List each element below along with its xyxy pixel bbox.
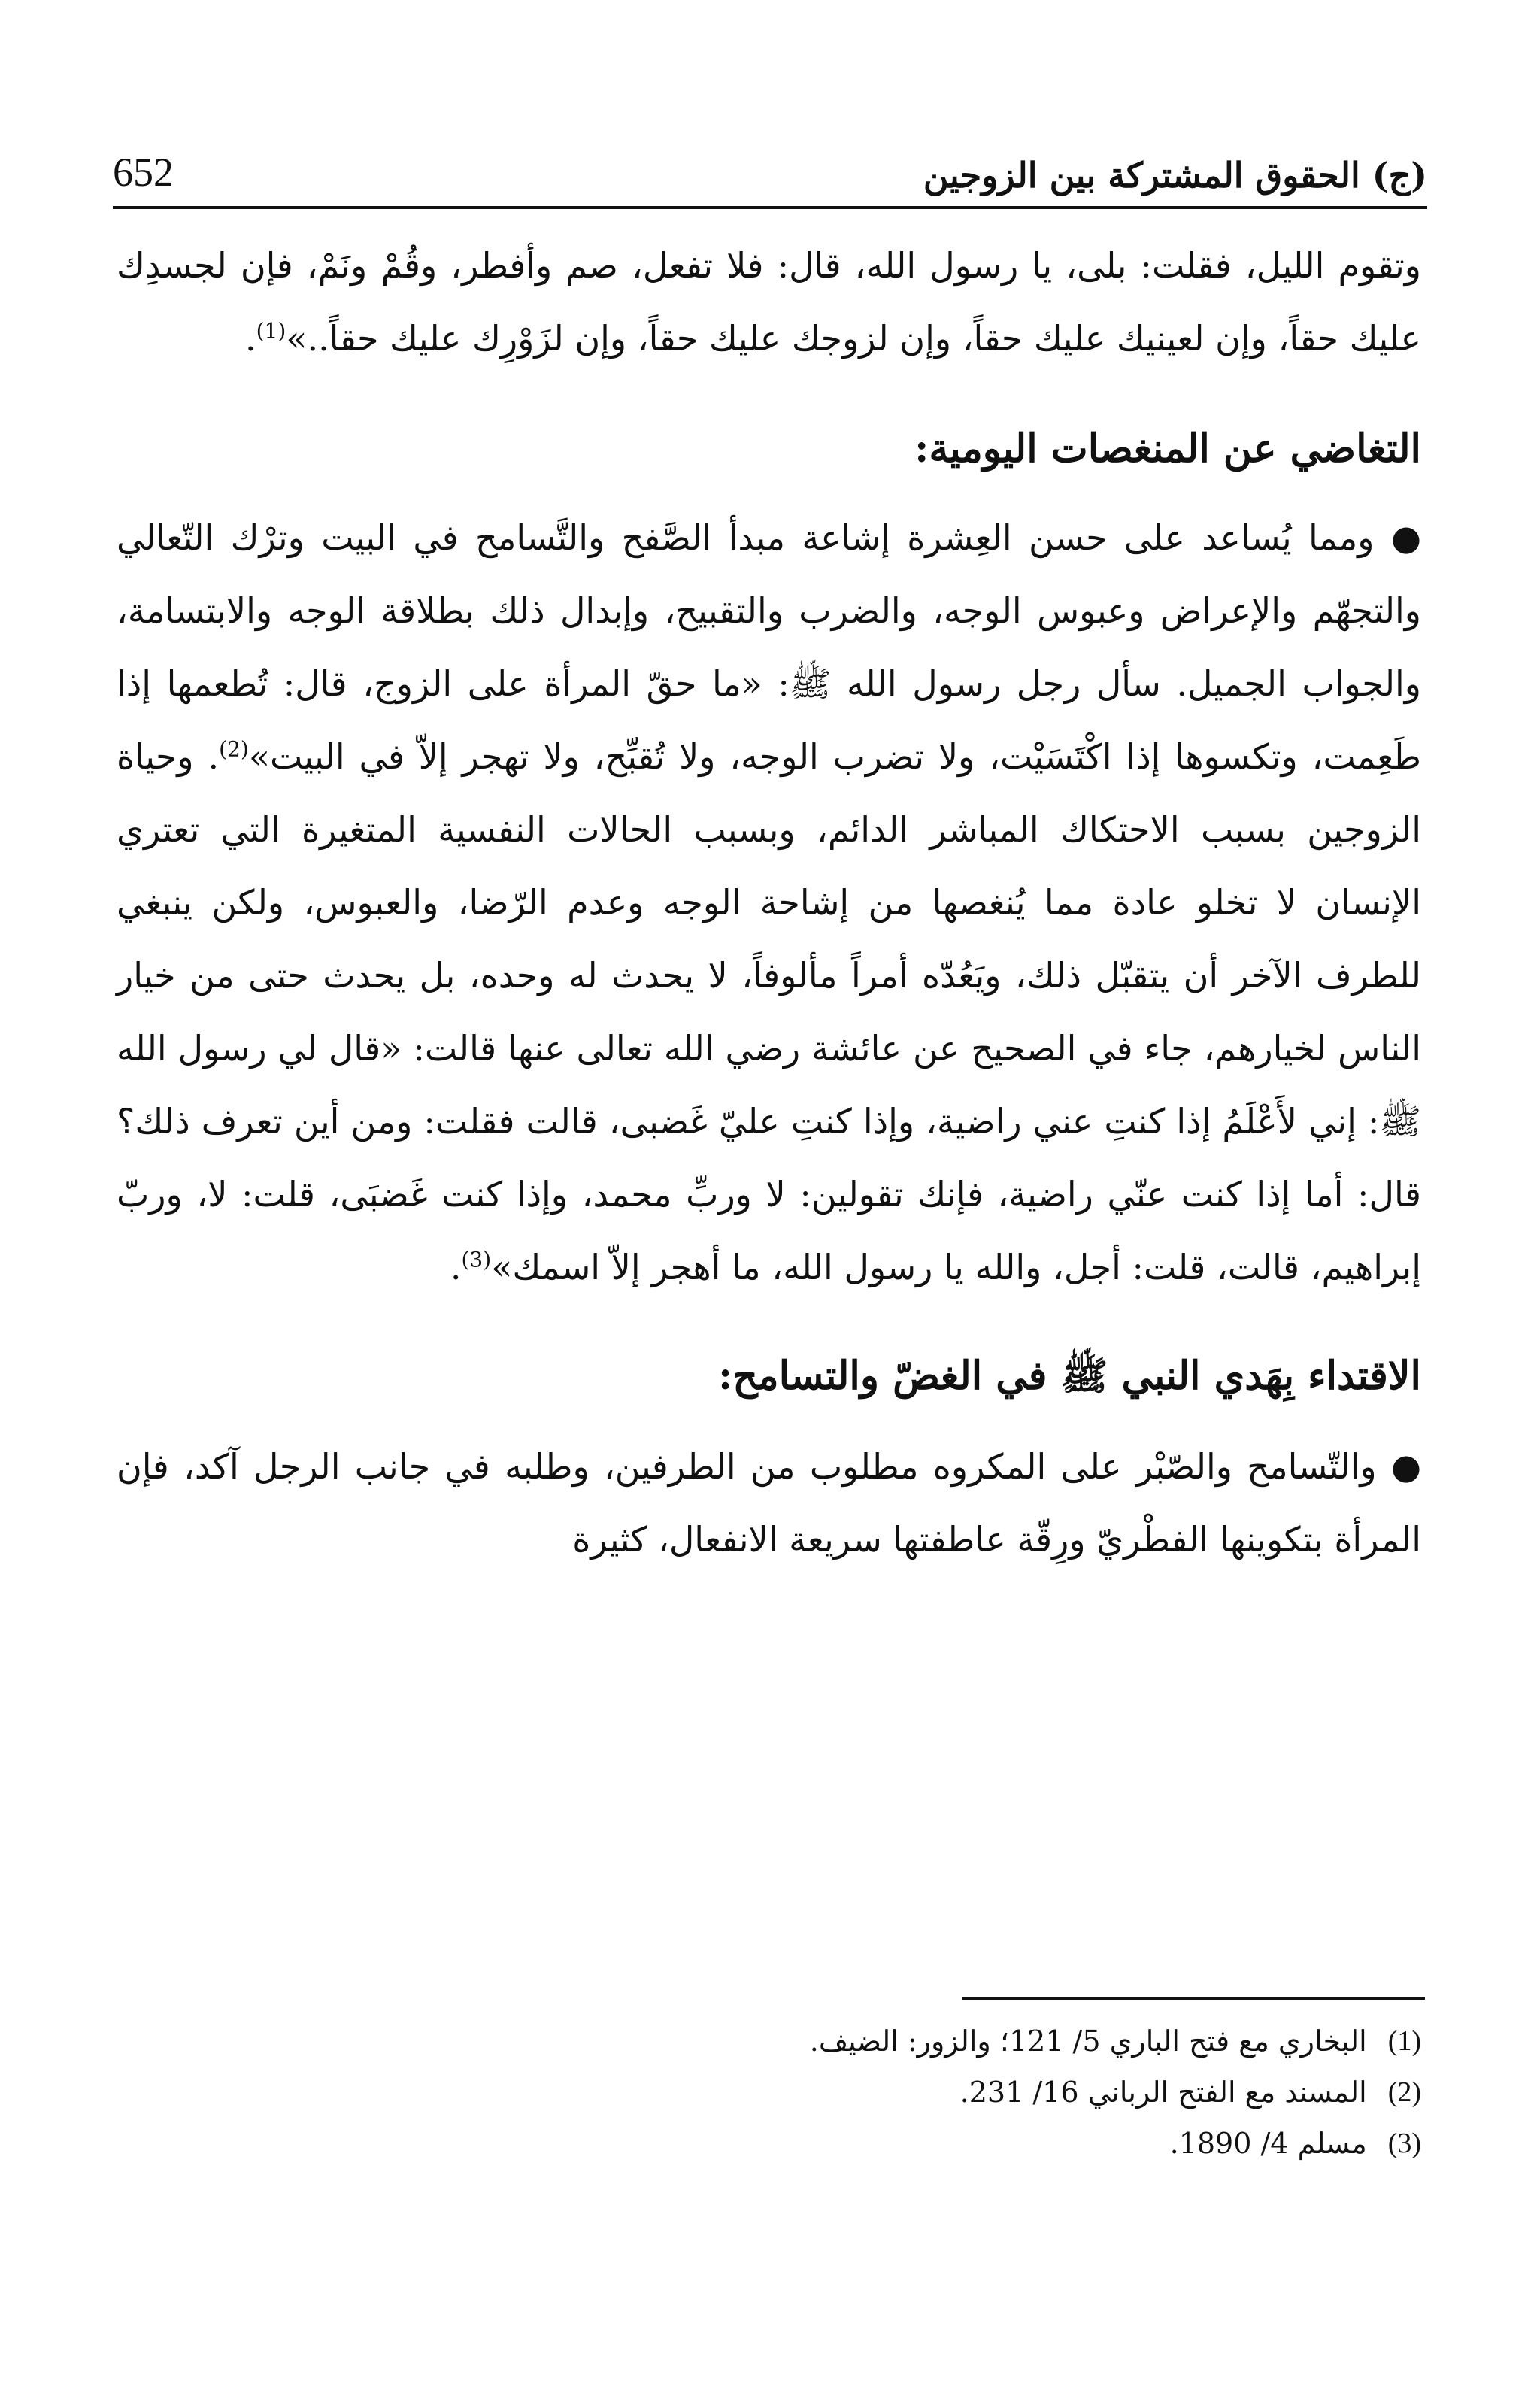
footnote-ref-1: (1)	[256, 318, 286, 344]
section-heading-following-prophet: الاقتداء بِهَدي النبي ﷺ في الغضّ والتسامح:	[718, 1353, 1421, 1399]
footnote-1	[117, 2015, 1421, 2067]
footnote-text: مسلم 4/ 1890.	[1169, 2127, 1367, 2160]
paragraph-end: .	[450, 1247, 462, 1287]
footnote-number: (2)	[1387, 2076, 1421, 2108]
running-header	[113, 120, 1427, 196]
footnote-ref-2: (2)	[219, 736, 249, 762]
footnote-text: المسند مع الفتح الرباني 16/ 231.	[959, 2076, 1367, 2109]
footnote-rule	[962, 1997, 1425, 2000]
paragraph-end: .	[244, 318, 256, 359]
footnote-text: البخاري مع فتح الباري 5/ 121؛ والزور: الضيف.	[809, 2024, 1367, 2058]
paragraph-tolerance	[117, 1430, 1421, 1576]
footnotes	[117, 2015, 1421, 2169]
paragraph-text: ● ومما يُساعد على حسن العِشرة إشاعة مبدأ الصَّفح والتَّسامح في البيت وترْك التّعالي والتجهّم والإعراض وعبوس الوجه، والضرب والتقبيح، وإبدال ذلك بطلاقة الوجه والابتسامة، والجواب الجميل. سأل رجل رسول الله ﷺ: «ما حقّ المرأة على الزوج، قال: تُطعمها إذا طَعِمت، وتكسوها إذا اكْتَسَيْت، ولا تضرب الوجه، ولا تُقبِّح، ولا تهجر إلاّ في البيت»	[117, 517, 1422, 777]
paragraph-forgiveness	[117, 502, 1421, 1304]
page-number: 652	[113, 150, 174, 195]
header-rule	[113, 206, 1427, 209]
main-text	[117, 229, 1421, 1576]
footnote-2	[117, 2067, 1421, 2118]
footnote-3	[117, 2118, 1421, 2169]
paragraph-text: وتقوم الليل، فقلت: بلى، يا رسول الله، قال: فلا تفعل، صم وأفطر، وقُمْ ونَمْ، فإن لجسدِك عليك حقاً، وإن لعينيك عليك حقاً، وإن لزوجك عليك حقاً، وإن لزَوْرِك عليك حقاً..»	[117, 245, 1421, 359]
paragraph-text: . وحياة الزوجين بسبب الاحتكاك المباشر الدائم، وبسبب الحالات النفسية المتغيرة التي تعتري الإنسان لا تخلو عادة مما يُنغصها من إشاحة الوجه وعدم الرّضا، والعبوس، ولكن ينبغي للطرف الآخر أن يتقبّل ذلك، ويَعُدّه أمراً مألوفاً، لا يحدث له وحده، بل يحدث حتى من خيار الناس لخيارهم، جاء في الصحيح عن عائشة رضي الله تعالى عنها قالت: «قال لي رسول الله ﷺ: إني لأَعْلَمُ إذا كنتِ عني راضية، وإذا كنتِ عليّ غَضبى، قالت فقلت: ومن أين تعرف ذلك؟ قال: أما إذا كنت عنّي راضية، فإنك تقولين: لا وربِّ محمد، وإذا كنت غَضبَى، قلت: لا، وربّ إبراهيم، قالت، قلت: أجل، والله يا رسول الله، ما أهجر إلاّ اسمك»	[117, 736, 1421, 1287]
section-heading-overlooking: التغاضي عن المنغصات اليومية:	[914, 426, 1421, 472]
paragraph-text: ● والتّسامح والصّبْر على المكروه مطلوب من الطرفين، وطلبه في جانب الرجل آكد، فإن المرأة بتكوينها الفطْريّ ورِقّة عاطفتها سريعة الانفعال، كثيرة	[117, 1446, 1421, 1560]
running-head-title: (ج) الحقوق المشتركة بين الزوجين	[923, 155, 1427, 196]
footnote-number: (3)	[1387, 2128, 1421, 2159]
footnote-number: (1)	[1387, 2025, 1421, 2057]
footnote-ref-3: (3)	[461, 1247, 492, 1272]
paragraph-continuation	[117, 229, 1421, 375]
